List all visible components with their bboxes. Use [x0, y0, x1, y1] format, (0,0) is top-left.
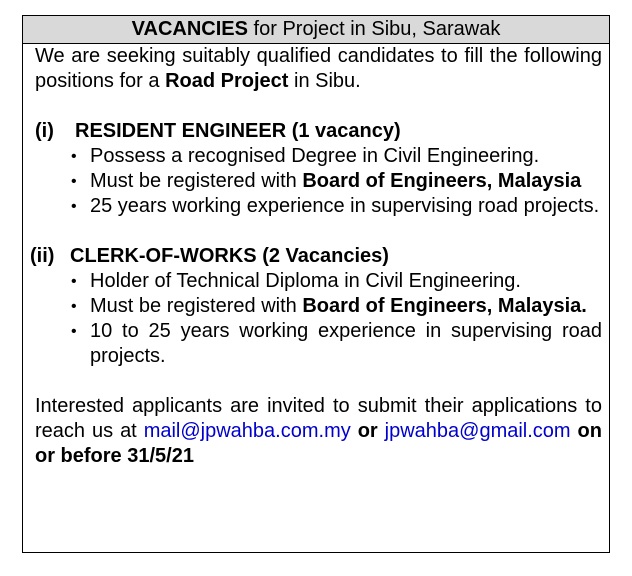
section-number: (i) — [35, 120, 54, 142]
intro-paragraph — [35, 44, 602, 94]
requirements-list-clerk-of-works — [35, 269, 602, 369]
closing-or: or — [350, 420, 385, 442]
list-item — [35, 169, 602, 194]
bullet-icon: • — [71, 298, 77, 315]
list-item — [35, 319, 602, 369]
bullet-icon: • — [71, 273, 77, 290]
item-board-name: Board of Engineers, Malaysia — [302, 170, 582, 192]
bullet-icon: • — [71, 198, 77, 215]
bullet-icon: • — [71, 148, 77, 165]
advertisement-title — [23, 16, 609, 44]
intro-text: We are seeking suitably qualified candidates to fill the following positions for a — [35, 45, 602, 92]
section-title: RESIDENT ENGINEER (1 vacancy) — [75, 120, 401, 142]
list-item — [35, 144, 602, 169]
title-project: for Project in Sibu, Sarawak — [247, 18, 501, 40]
section-heading-clerk-of-works — [30, 244, 602, 269]
section-number: (ii) — [30, 245, 55, 267]
title-vacancies: VACANCIES — [131, 18, 248, 40]
intro-road-project: Road Project — [165, 70, 289, 92]
section-title: CLERK-OF-WORKS (2 Vacancies) — [70, 245, 389, 267]
advertisement-body — [30, 44, 602, 469]
list-item — [35, 269, 602, 294]
intro-text-end: in Sibu. — [288, 70, 361, 92]
email-link-gmail[interactable]: jpwahba@gmail.com — [384, 420, 571, 442]
bullet-icon: • — [71, 173, 77, 190]
email-link-primary[interactable]: mail@jpwahba.com.my — [143, 420, 351, 442]
list-item — [35, 294, 602, 319]
vacancy-advertisement — [22, 15, 610, 553]
item-text: Holder of Technical Diploma in Civil Engineering. — [90, 270, 521, 292]
requirements-list-resident-engineer — [35, 144, 602, 219]
item-text: Must be registered with — [90, 170, 303, 192]
list-item — [35, 194, 602, 219]
closing-deadline: on or before 31/5/21 — [35, 420, 602, 467]
closing-paragraph — [35, 394, 602, 469]
closing-text: Interested applicants are invited to submit their applications to reach us at — [35, 395, 602, 442]
item-text: 25 years working experience in supervising road projects. — [90, 195, 600, 217]
bullet-icon: • — [71, 323, 77, 340]
item-text: Possess a recognised Degree in Civil Engineering. — [90, 145, 540, 167]
item-text: 10 to 25 years working experience in supervising road projects. — [90, 320, 602, 367]
item-board-name: Board of Engineers, Malaysia. — [302, 295, 587, 317]
section-heading-resident-engineer — [35, 119, 602, 144]
item-text: Must be registered with — [90, 295, 303, 317]
